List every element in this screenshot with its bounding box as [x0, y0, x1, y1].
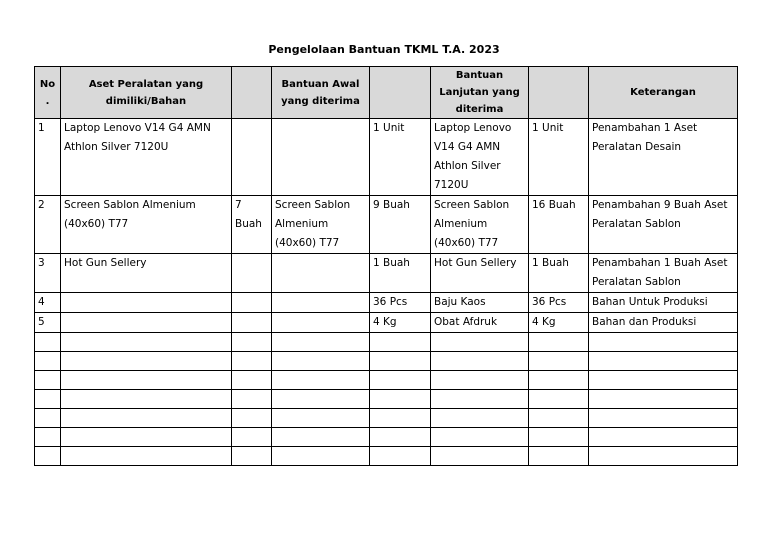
cell-initial-qty: 1 Buah — [370, 254, 431, 293]
cell-notes: Penambahan 9 Buah Aset Peralatan Sablon — [589, 196, 738, 254]
cell-initial-aid — [272, 333, 370, 352]
cell-initial-qty — [370, 409, 431, 428]
cell-asset — [61, 352, 232, 371]
table-row — [35, 119, 738, 196]
cell-followup-qty — [529, 409, 589, 428]
table-row — [35, 313, 738, 333]
empty-row — [35, 428, 738, 447]
empty-row — [35, 447, 738, 466]
cell-asset: Laptop Lenovo V14 G4 AMN Athlon Silver 7120U — [61, 119, 232, 196]
header-notes: Keterangan — [589, 67, 738, 119]
cell-asset: Hot Gun Sellery — [61, 254, 232, 293]
cell-followup-qty: 36 Pcs — [529, 293, 589, 313]
cell-asset-qty: 7 Buah — [232, 196, 272, 254]
header-initial-aid: Bantuan Awal yang diterima — [272, 67, 370, 119]
cell-asset-qty — [232, 428, 272, 447]
header-no: No . — [35, 67, 61, 119]
cell-followup-aid: Hot Gun Sellery — [431, 254, 529, 293]
header-asset: Aset Peralatan yang dimiliki/Bahan — [61, 67, 232, 119]
cell-asset — [61, 428, 232, 447]
header-initial-qty — [370, 67, 431, 119]
cell-asset — [61, 313, 232, 333]
empty-row — [35, 390, 738, 409]
cell-followup-qty: 1 Buah — [529, 254, 589, 293]
cell-initial-aid — [272, 352, 370, 371]
empty-row — [35, 371, 738, 390]
cell-initial-qty: 1 Unit — [370, 119, 431, 196]
cell-followup-qty — [529, 447, 589, 466]
cell-asset — [61, 293, 232, 313]
cell-no — [35, 447, 61, 466]
cell-notes — [589, 371, 738, 390]
cell-asset: Screen Sablon Almenium (40x60) T77 — [61, 196, 232, 254]
cell-notes — [589, 428, 738, 447]
cell-asset-qty — [232, 371, 272, 390]
cell-initial-aid: Screen Sablon Almenium (40x60) T77 — [272, 196, 370, 254]
cell-followup-qty: 16 Buah — [529, 196, 589, 254]
cell-asset — [61, 409, 232, 428]
cell-asset-qty — [232, 352, 272, 371]
cell-initial-qty: 4 Kg — [370, 313, 431, 333]
cell-followup-aid — [431, 447, 529, 466]
cell-asset — [61, 371, 232, 390]
cell-followup-aid — [431, 352, 529, 371]
cell-asset-qty — [232, 390, 272, 409]
cell-followup-aid: Obat Afdruk — [431, 313, 529, 333]
cell-followup-aid — [431, 428, 529, 447]
cell-notes: Penambahan 1 Aset Peralatan Desain — [589, 119, 738, 196]
cell-no — [35, 428, 61, 447]
cell-no — [35, 371, 61, 390]
cell-no — [35, 333, 61, 352]
cell-initial-qty — [370, 333, 431, 352]
cell-no — [35, 409, 61, 428]
cell-notes — [589, 447, 738, 466]
cell-asset — [61, 390, 232, 409]
cell-asset-qty — [232, 119, 272, 196]
cell-asset — [61, 447, 232, 466]
cell-asset-qty — [232, 254, 272, 293]
cell-asset-qty — [232, 293, 272, 313]
cell-initial-aid — [272, 447, 370, 466]
cell-no: 4 — [35, 293, 61, 313]
cell-initial-qty — [370, 390, 431, 409]
cell-notes — [589, 333, 738, 352]
cell-followup-aid: Laptop Lenovo V14 G4 AMN Athlon Silver 7120U — [431, 119, 529, 196]
table-row — [35, 293, 738, 313]
table-row — [35, 196, 738, 254]
header-followup-qty — [529, 67, 589, 119]
cell-followup-aid — [431, 371, 529, 390]
cell-asset-qty — [232, 447, 272, 466]
cell-initial-qty — [370, 428, 431, 447]
cell-no: 2 — [35, 196, 61, 254]
cell-followup-qty — [529, 428, 589, 447]
cell-followup-qty — [529, 333, 589, 352]
empty-row — [35, 352, 738, 371]
cell-followup-aid: Screen Sablon Almenium (40x60) T77 — [431, 196, 529, 254]
cell-followup-aid — [431, 390, 529, 409]
cell-asset — [61, 333, 232, 352]
cell-initial-qty: 9 Buah — [370, 196, 431, 254]
cell-notes: Bahan dan Produksi — [589, 313, 738, 333]
header-asset-qty — [232, 67, 272, 119]
cell-followup-qty — [529, 371, 589, 390]
cell-followup-qty — [529, 390, 589, 409]
cell-followup-aid: Baju Kaos — [431, 293, 529, 313]
cell-followup-aid — [431, 409, 529, 428]
cell-initial-qty — [370, 447, 431, 466]
cell-asset-qty — [232, 409, 272, 428]
cell-initial-aid — [272, 428, 370, 447]
cell-no: 1 — [35, 119, 61, 196]
cell-asset-qty — [232, 333, 272, 352]
cell-initial-aid — [272, 313, 370, 333]
empty-row — [35, 333, 738, 352]
cell-initial-aid — [272, 371, 370, 390]
cell-notes — [589, 390, 738, 409]
cell-initial-aid — [272, 293, 370, 313]
header-followup-aid: Bantuan Lanjutan yang diterima — [431, 67, 529, 119]
header-row — [35, 67, 738, 119]
cell-initial-aid — [272, 390, 370, 409]
cell-no — [35, 390, 61, 409]
empty-row — [35, 409, 738, 428]
cell-initial-aid — [272, 254, 370, 293]
cell-initial-qty — [370, 352, 431, 371]
assistance-table — [34, 66, 738, 466]
cell-followup-qty: 4 Kg — [529, 313, 589, 333]
cell-notes — [589, 409, 738, 428]
cell-initial-qty — [370, 371, 431, 390]
cell-notes: Penambahan 1 Buah Aset Peralatan Sablon — [589, 254, 738, 293]
cell-notes — [589, 352, 738, 371]
cell-initial-qty: 36 Pcs — [370, 293, 431, 313]
cell-followup-qty: 1 Unit — [529, 119, 589, 196]
cell-no: 3 — [35, 254, 61, 293]
cell-no: 5 — [35, 313, 61, 333]
cell-notes: Bahan Untuk Produksi — [589, 293, 738, 313]
cell-followup-qty — [529, 352, 589, 371]
cell-followup-aid — [431, 333, 529, 352]
cell-no — [35, 352, 61, 371]
table-row — [35, 254, 738, 293]
cell-asset-qty — [232, 313, 272, 333]
document-title: Pengelolaan Bantuan TKML T.A. 2023 — [268, 43, 500, 56]
cell-initial-aid — [272, 409, 370, 428]
cell-initial-aid — [272, 119, 370, 196]
